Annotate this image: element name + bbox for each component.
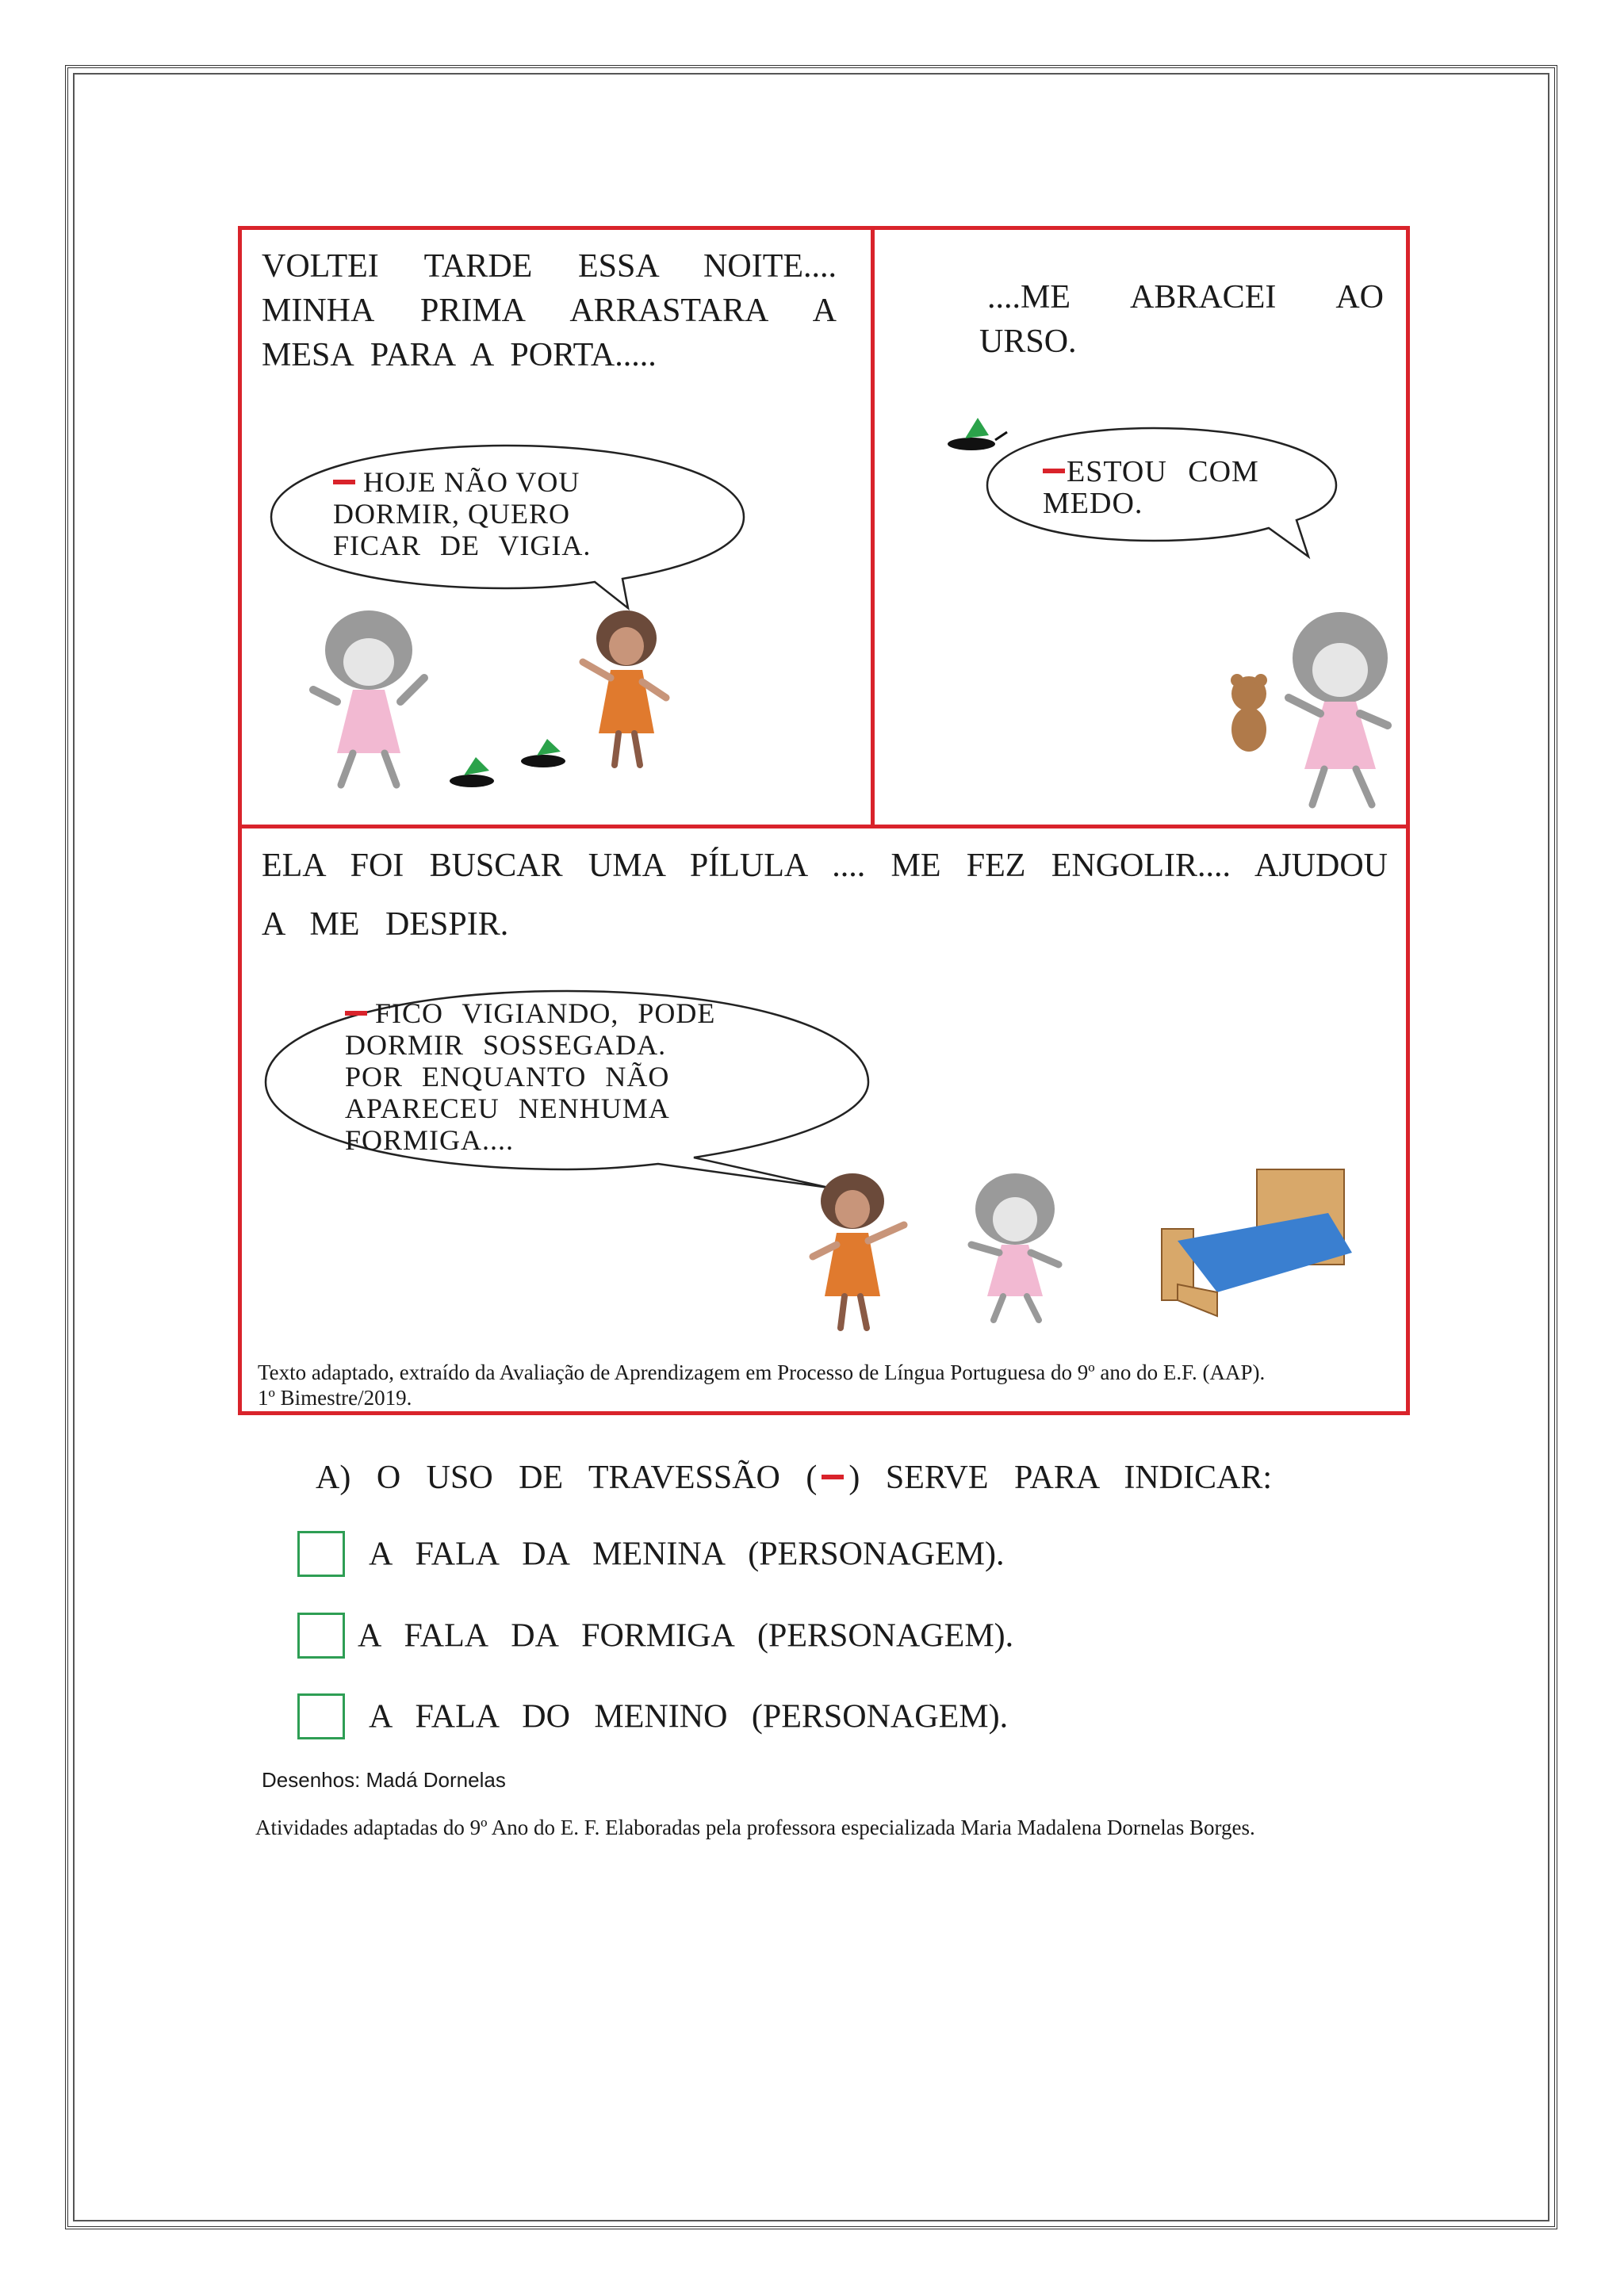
- narration-line: ELA FOI BUSCAR UMA PÍLULA .... ME FEZ ENGOLIR.... AJUDOU: [262, 848, 1388, 884]
- travessao-dash: [333, 480, 355, 484]
- panel2-illustration: [1201, 603, 1408, 817]
- panel1-illustration: [305, 603, 718, 817]
- girl-pink-dress: [313, 610, 424, 785]
- narration-line: A ME DESPIR.: [262, 906, 509, 943]
- travessao-dash: [822, 1475, 844, 1479]
- panel1-narration: [262, 244, 837, 377]
- panel-divider-horizontal: [238, 825, 1410, 828]
- activities-credit: Atividades adaptadas do 9º Ano do E. F. Elaboradas pela professora especializada Maria Madalena Dornelas Borges.: [255, 1816, 1255, 1839]
- bed-icon: [1162, 1169, 1352, 1316]
- narration-line: ....ME ABRACEI AO: [987, 279, 1384, 316]
- ant: [450, 757, 494, 787]
- girl-orange-dress: [583, 610, 666, 765]
- source-credit: Texto adaptado, extraído da Avaliação de Aprendizagem em Processo de Língua Portuguesa do 9º ano do E.F. (AAP). 1º Bimestre/2019.: [258, 1360, 1266, 1410]
- answer-checkbox[interactable]: [297, 1613, 345, 1659]
- narration-line: URSO.: [979, 323, 1077, 360]
- girl-pink-dress: [1289, 612, 1388, 805]
- panel3-narration: [262, 836, 1388, 954]
- girl-pink-dress: [971, 1173, 1059, 1320]
- girl-orange-dress: [813, 1173, 904, 1328]
- question-prompt: A) O USO DE TRAVESSÃO ( ) SERVE PARA INDICAR:: [316, 1460, 1273, 1496]
- answer-checkbox[interactable]: [297, 1693, 345, 1739]
- drawings-credit: Desenhos: Madá Dornelas: [262, 1768, 506, 1792]
- narration-line: MESA PARA A PORTA.....: [262, 337, 657, 373]
- narration-line: MINHA PRIMA ARRASTARA A: [262, 293, 837, 329]
- comic-strip: [238, 226, 1410, 1415]
- teddy-bear-icon: [1231, 674, 1267, 752]
- answer-option[interactable]: A FALA DO MENINO (PERSONAGEM).: [297, 1697, 1008, 1743]
- answer-checkbox[interactable]: [297, 1531, 345, 1577]
- panel3-speech-text: FICO VIGIANDO, PODE DORMIR SOSSEGADA. POR ENQUANTO NÃO APARECEU NENHUMA FORMIGA....: [345, 997, 716, 1156]
- panel-divider-vertical: [871, 230, 875, 825]
- answer-option[interactable]: A FALA DA MENINA (PERSONAGEM).: [297, 1534, 1004, 1580]
- answer-option[interactable]: A FALA DA FORMIGA (PERSONAGEM).: [297, 1616, 1013, 1662]
- panel3-illustration: [805, 1165, 1392, 1348]
- panel2-speech-text: ESTOU COM MEDO.: [1043, 455, 1259, 520]
- panel1-speech-text: HOJE NÃO VOU DORMIR, QUERO FICAR DE VIGIA.: [333, 466, 592, 561]
- narration-line: VOLTEI TARDE ESSA NOITE....: [262, 248, 837, 285]
- ant: [521, 739, 565, 767]
- panel2-narration: [979, 275, 1384, 364]
- travessao-dash: [1043, 469, 1065, 473]
- travessao-dash: [345, 1011, 367, 1016]
